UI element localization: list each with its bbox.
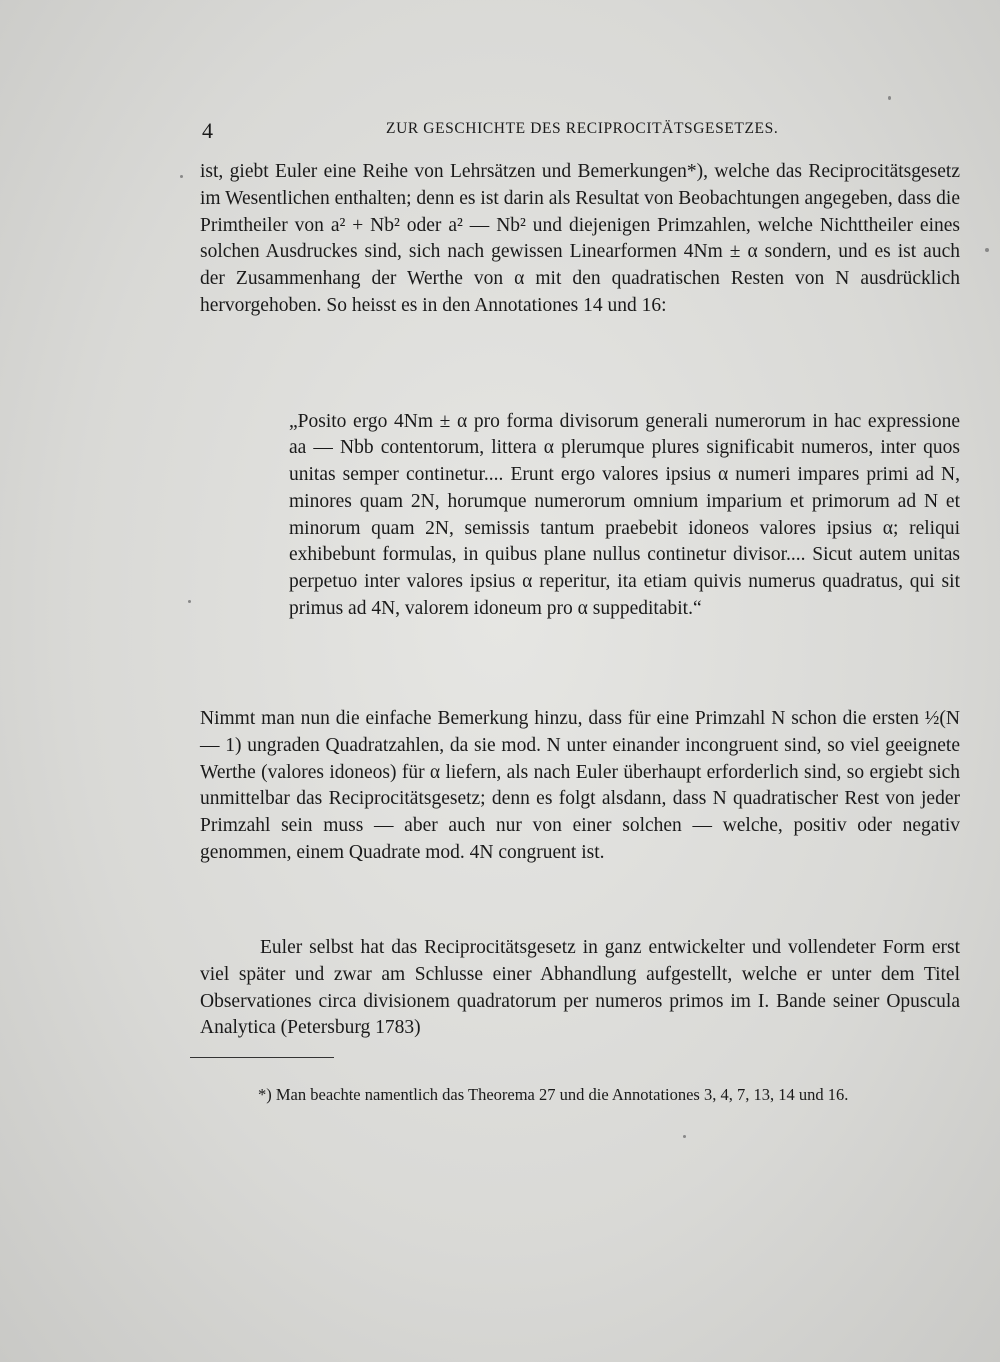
running-title: ZUR GESCHICHTE DES RECIPROCITÄTSGESETZES. (386, 120, 779, 137)
paper-speck (180, 175, 183, 178)
latin-quotation (289, 389, 960, 642)
page-header (200, 118, 960, 144)
paragraph-1-text: ist, giebt Euler eine Reihe von Lehrsätzen und Bemerkungen*), welche das Reciprocitätsgesetz im Wesentlichen enthalten; denn es ist darin als Resultat von Beobachtungen angegeben, dass die Primtheiler von a² + Nb² oder a² — Nb² und diejenigen Primzahlen, welche Nichttheiler eines solchen Ausdruckes sind, sich nach gewissen Linearformen 4Nm ± α sondern, und es ist auch der Zusammenhang der Werthe von α mit den quadratischen Resten von N ausdrücklich hervorgehoben. So heisst es in den Annotationes 14 und 16: (200, 161, 960, 316)
paragraph-2-text: Nimmt man nun die einfache Bemerkung hinzu, dass für eine Primzahl N schon die ersten ½(N — 1) ungraden Quadratzahlen, da sie mod. N unter einander incongruent sind, so viel geeignete Werthe (valores idoneos) für α liefern, als nach Euler überhaupt erforderlich sind, so ergiebt sich unmittelbar das Reciprocitätsgesetz; denn es folgt alsdann, dass N quadratischer Rest von jeder Primzahl sein muss — aber auch nur von einer solchen — welche, positiv oder negativ genommen, einem Quadrate mod. 4N congruent ist. (200, 708, 960, 863)
paper-speck (188, 600, 191, 603)
footnote: *) Man beachte namentlich das Theorema 27 und die Annotationes 3, 4, 7, 13, 14 und 16. (258, 1085, 849, 1104)
footnote-divider (190, 1057, 334, 1058)
page-number: 4 (202, 118, 213, 143)
paragraph-euler-theorems (200, 159, 960, 320)
paper-speck (985, 248, 989, 252)
paper-speck (888, 96, 891, 100)
paragraph-euler-later-form (200, 935, 960, 1042)
paper-speck (683, 1135, 686, 1138)
quotation-text: „Posito ergo 4Nm ± α pro forma divisorum generali numerorum in hac expressione aa — Nbb contentorum, littera α plerumque plures significabit numeros, inter quos unitas semper continetur.... Erunt ergo valores ipsius α numeri impares primi ad N, minores quam 2N, horumque numerorum omnium imparium et primorum ad N et minorum quam 2N, semissis tantum praebebit idoneos valores ipsius α; reliqui exhibebunt formulas, in quibus plane nullus continetur divisor.... Sicut autem unitas perpetuo inter valores ipsius α reperitur, ita etiam quivis numerus quadratus, qui sit primus ad 4N, valorem idoneum pro α suppeditabit.“ (289, 410, 960, 620)
paragraph-reciprocity-argument (200, 706, 960, 867)
paragraph-3-text: Euler selbst hat das Reciprocitätsgesetz in ganz entwickelter und vollendeter Form erst viel später und zwar am Schlusse einer Abhandlung aufgestellt, welche er unter dem Titel Observationes circa divisionem quadratorum per numeros primos im I. Bande seiner Opuscula Analytica (Petersburg 1783) (200, 937, 960, 1039)
